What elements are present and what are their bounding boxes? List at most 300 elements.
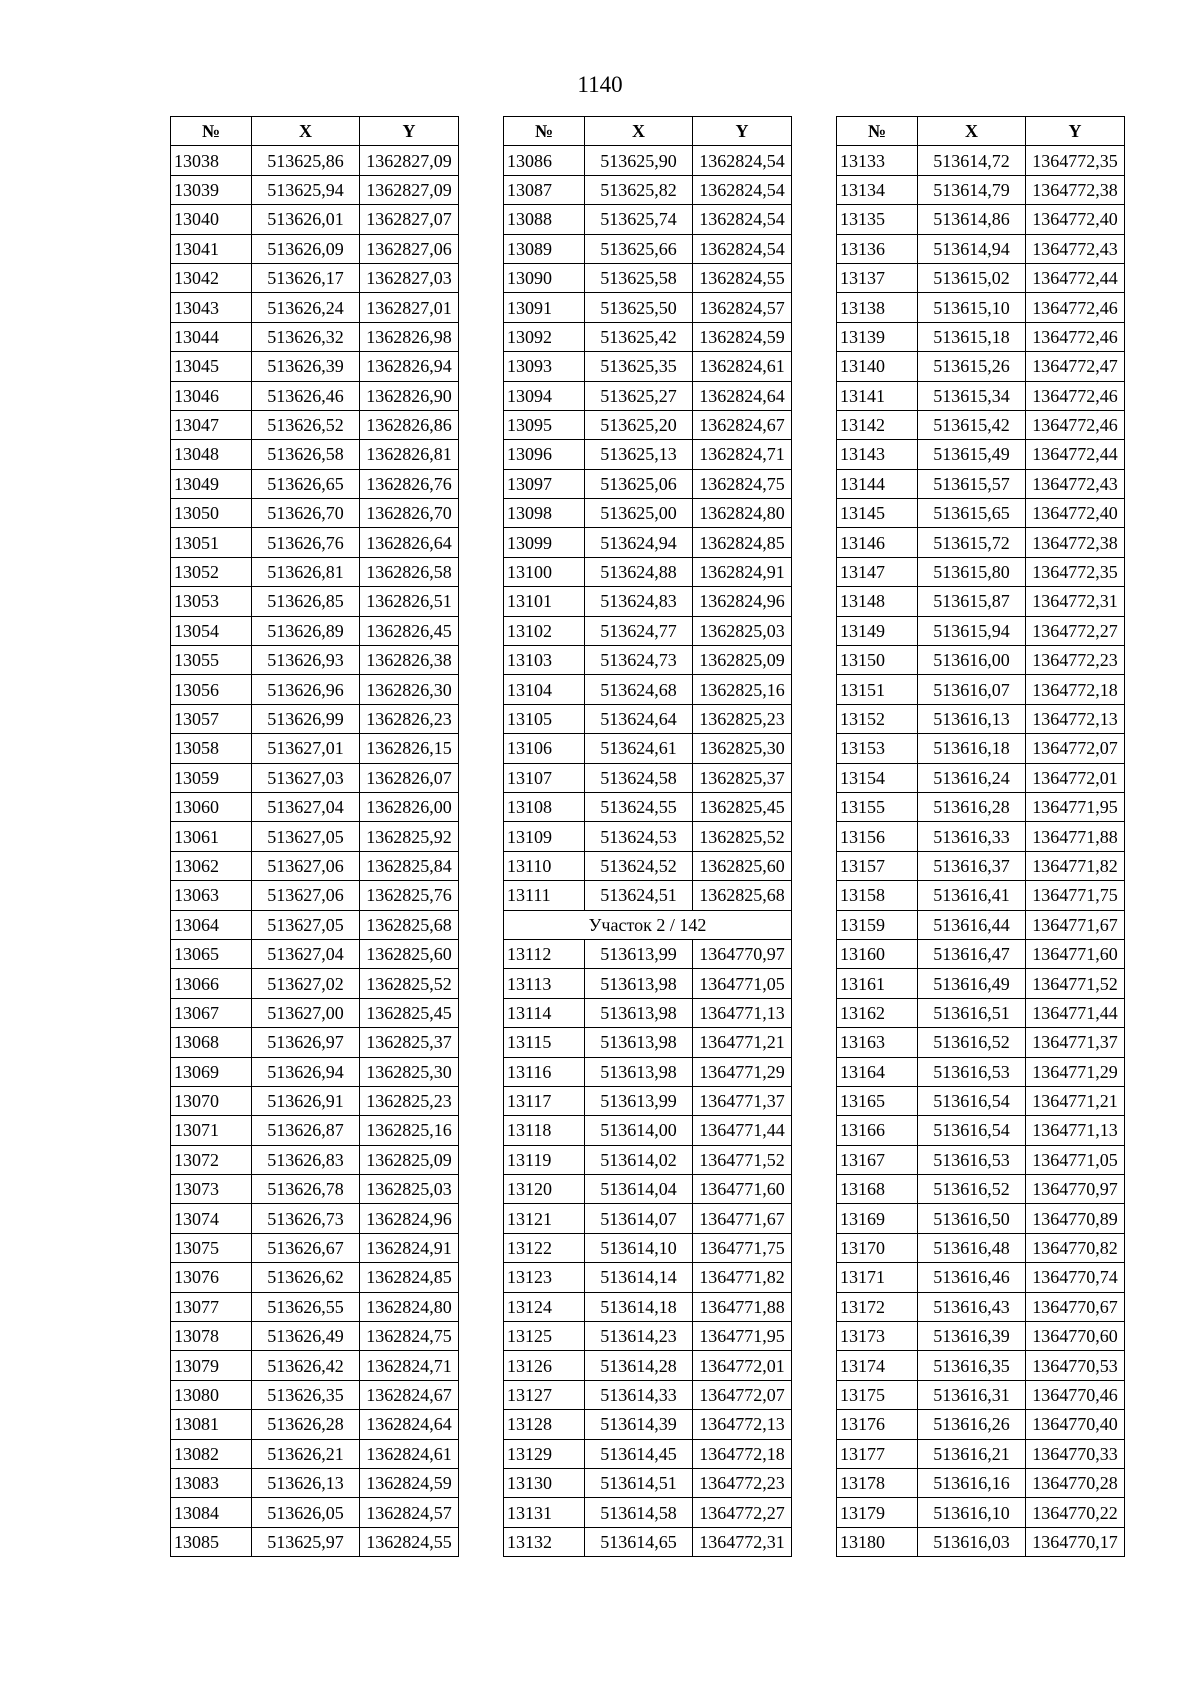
point-number-cell: 13085 xyxy=(171,1527,252,1556)
y-coordinate-cell: 1362825,03 xyxy=(360,1175,459,1204)
table-row xyxy=(504,1292,792,1321)
point-number-cell: 13060 xyxy=(171,792,252,821)
y-coordinate-cell: 1362824,96 xyxy=(693,587,792,616)
y-coordinate-cell: 1364771,88 xyxy=(1026,822,1125,851)
x-coordinate-cell: 513616,24 xyxy=(918,763,1026,792)
point-number-cell: 13119 xyxy=(504,1145,585,1174)
table-row xyxy=(504,616,792,645)
table-row xyxy=(171,293,459,322)
x-coordinate-cell: 513626,24 xyxy=(252,293,360,322)
y-coordinate-cell: 1362825,30 xyxy=(360,1057,459,1086)
y-coordinate-cell: 1362825,16 xyxy=(693,675,792,704)
table-row xyxy=(837,1498,1125,1527)
table-row xyxy=(504,881,792,910)
y-coordinate-cell: 1362826,38 xyxy=(360,646,459,675)
point-number-cell: 13179 xyxy=(837,1498,918,1527)
x-coordinate-cell: 513627,00 xyxy=(252,998,360,1027)
y-coordinate-cell: 1364770,53 xyxy=(1026,1351,1125,1380)
point-number-cell: 13114 xyxy=(504,998,585,1027)
x-coordinate-cell: 513624,73 xyxy=(585,646,693,675)
x-coordinate-cell: 513616,44 xyxy=(918,910,1026,939)
x-coordinate-cell: 513614,23 xyxy=(585,1322,693,1351)
table-row xyxy=(837,528,1125,557)
point-number-cell: 13064 xyxy=(171,910,252,939)
header-number: № xyxy=(504,117,585,146)
table-row xyxy=(504,939,792,968)
table-row xyxy=(504,205,792,234)
point-number-cell: 13149 xyxy=(837,616,918,645)
point-number-cell: 13124 xyxy=(504,1292,585,1321)
table-row xyxy=(171,1439,459,1468)
table-row xyxy=(504,293,792,322)
point-number-cell: 13068 xyxy=(171,1028,252,1057)
x-coordinate-cell: 513624,51 xyxy=(585,881,693,910)
x-coordinate-cell: 513627,03 xyxy=(252,763,360,792)
table-row xyxy=(504,822,792,851)
point-number-cell: 13122 xyxy=(504,1233,585,1262)
table-row xyxy=(837,352,1125,381)
table-row xyxy=(171,587,459,616)
page-number: 1140 xyxy=(577,72,623,97)
y-coordinate-cell: 1364772,18 xyxy=(1026,675,1125,704)
y-coordinate-cell: 1362826,07 xyxy=(360,763,459,792)
table-row xyxy=(171,1086,459,1115)
y-coordinate-cell: 1364772,01 xyxy=(1026,763,1125,792)
y-coordinate-cell: 1364772,18 xyxy=(693,1439,792,1468)
x-coordinate-cell: 513624,68 xyxy=(585,675,693,704)
y-coordinate-cell: 1362824,54 xyxy=(693,234,792,263)
x-coordinate-cell: 513624,94 xyxy=(585,528,693,557)
x-coordinate-cell: 513624,64 xyxy=(585,704,693,733)
point-number-cell: 13146 xyxy=(837,528,918,557)
y-coordinate-cell: 1362826,30 xyxy=(360,675,459,704)
point-number-cell: 13066 xyxy=(171,969,252,998)
table-row xyxy=(171,263,459,292)
y-coordinate-cell: 1364771,82 xyxy=(1026,851,1125,880)
point-number-cell: 13115 xyxy=(504,1028,585,1057)
point-number-cell: 13117 xyxy=(504,1086,585,1115)
y-coordinate-cell: 1364772,44 xyxy=(1026,440,1125,469)
table-row xyxy=(837,1380,1125,1409)
table-row xyxy=(171,1116,459,1145)
y-coordinate-cell: 1362824,59 xyxy=(360,1468,459,1497)
x-coordinate-cell: 513626,87 xyxy=(252,1116,360,1145)
table-row xyxy=(837,263,1125,292)
x-coordinate-cell: 513616,07 xyxy=(918,675,1026,704)
table-row xyxy=(504,587,792,616)
y-coordinate-cell: 1362824,75 xyxy=(360,1322,459,1351)
x-coordinate-cell: 513616,47 xyxy=(918,939,1026,968)
point-number-cell: 13132 xyxy=(504,1527,585,1556)
y-coordinate-cell: 1364771,82 xyxy=(693,1263,792,1292)
x-coordinate-cell: 513615,80 xyxy=(918,557,1026,586)
table-row xyxy=(837,1028,1125,1057)
table-row xyxy=(171,234,459,263)
x-coordinate-cell: 513625,66 xyxy=(585,234,693,263)
x-coordinate-cell: 513626,99 xyxy=(252,704,360,733)
table-row xyxy=(837,1410,1125,1439)
table-row xyxy=(504,1145,792,1174)
table-row xyxy=(837,234,1125,263)
table-row xyxy=(504,234,792,263)
x-coordinate-cell: 513616,33 xyxy=(918,822,1026,851)
table-row xyxy=(171,410,459,439)
y-coordinate-cell: 1362825,16 xyxy=(360,1116,459,1145)
point-number-cell: 13158 xyxy=(837,881,918,910)
x-coordinate-cell: 513626,65 xyxy=(252,469,360,498)
point-number-cell: 13135 xyxy=(837,205,918,234)
point-number-cell: 13165 xyxy=(837,1086,918,1115)
y-coordinate-cell: 1362825,52 xyxy=(693,822,792,851)
table-row xyxy=(837,616,1125,645)
y-coordinate-cell: 1362825,37 xyxy=(360,1028,459,1057)
y-coordinate-cell: 1362827,07 xyxy=(360,205,459,234)
y-coordinate-cell: 1364772,46 xyxy=(1026,410,1125,439)
table-row xyxy=(171,881,459,910)
y-coordinate-cell: 1362827,09 xyxy=(360,146,459,175)
x-coordinate-cell: 513614,39 xyxy=(585,1410,693,1439)
point-number-cell: 13160 xyxy=(837,939,918,968)
point-number-cell: 13116 xyxy=(504,1057,585,1086)
table-row xyxy=(171,1380,459,1409)
table-row xyxy=(171,557,459,586)
point-number-cell: 13062 xyxy=(171,851,252,880)
y-coordinate-cell: 1362827,01 xyxy=(360,293,459,322)
y-coordinate-cell: 1364772,27 xyxy=(693,1498,792,1527)
point-number-cell: 13169 xyxy=(837,1204,918,1233)
table-row xyxy=(837,499,1125,528)
point-number-cell: 13112 xyxy=(504,939,585,968)
x-coordinate-cell: 513614,18 xyxy=(585,1292,693,1321)
y-coordinate-cell: 1362825,09 xyxy=(360,1145,459,1174)
table-row xyxy=(504,440,792,469)
x-coordinate-cell: 513626,55 xyxy=(252,1292,360,1321)
x-coordinate-cell: 513614,51 xyxy=(585,1468,693,1497)
y-coordinate-cell: 1364770,40 xyxy=(1026,1410,1125,1439)
point-number-cell: 13041 xyxy=(171,234,252,263)
y-coordinate-cell: 1362825,09 xyxy=(693,646,792,675)
y-coordinate-cell: 1364770,60 xyxy=(1026,1322,1125,1351)
table-row xyxy=(171,499,459,528)
section-row xyxy=(504,910,792,939)
x-coordinate-cell: 513614,04 xyxy=(585,1175,693,1204)
table-row xyxy=(504,1351,792,1380)
table-row xyxy=(837,322,1125,351)
point-number-cell: 13134 xyxy=(837,175,918,204)
x-coordinate-cell: 513625,00 xyxy=(585,499,693,528)
point-number-cell: 13118 xyxy=(504,1116,585,1145)
y-coordinate-cell: 1364771,21 xyxy=(1026,1086,1125,1115)
point-number-cell: 13042 xyxy=(171,263,252,292)
x-coordinate-cell: 513613,99 xyxy=(585,1086,693,1115)
table-row xyxy=(504,675,792,704)
y-coordinate-cell: 1362826,64 xyxy=(360,528,459,557)
x-coordinate-cell: 513624,53 xyxy=(585,822,693,851)
y-coordinate-cell: 1362824,91 xyxy=(360,1233,459,1262)
y-coordinate-cell: 1362824,71 xyxy=(693,440,792,469)
point-number-cell: 13059 xyxy=(171,763,252,792)
table-row xyxy=(837,1204,1125,1233)
point-number-cell: 13061 xyxy=(171,822,252,851)
x-coordinate-cell: 513624,61 xyxy=(585,734,693,763)
table-row xyxy=(504,410,792,439)
point-number-cell: 13094 xyxy=(504,381,585,410)
x-coordinate-cell: 513626,28 xyxy=(252,1410,360,1439)
y-coordinate-cell: 1364771,75 xyxy=(1026,881,1125,910)
table-row xyxy=(171,440,459,469)
x-coordinate-cell: 513624,55 xyxy=(585,792,693,821)
table-header-row xyxy=(171,117,459,146)
table-row xyxy=(171,352,459,381)
x-coordinate-cell: 513616,52 xyxy=(918,1175,1026,1204)
x-coordinate-cell: 513616,00 xyxy=(918,646,1026,675)
y-coordinate-cell: 1364772,23 xyxy=(1026,646,1125,675)
table-row xyxy=(837,998,1125,1027)
table-row xyxy=(504,792,792,821)
table-row xyxy=(837,1263,1125,1292)
x-coordinate-cell: 513626,93 xyxy=(252,646,360,675)
y-coordinate-cell: 1364771,37 xyxy=(1026,1028,1125,1057)
x-coordinate-cell: 513626,35 xyxy=(252,1380,360,1409)
point-number-cell: 13120 xyxy=(504,1175,585,1204)
coordinates-table-1 xyxy=(170,116,459,1557)
y-coordinate-cell: 1364772,23 xyxy=(693,1468,792,1497)
x-coordinate-cell: 513626,83 xyxy=(252,1145,360,1174)
point-number-cell: 13051 xyxy=(171,528,252,557)
table-row xyxy=(504,469,792,498)
x-coordinate-cell: 513616,53 xyxy=(918,1057,1026,1086)
table-row xyxy=(837,205,1125,234)
point-number-cell: 13071 xyxy=(171,1116,252,1145)
x-coordinate-cell: 513627,04 xyxy=(252,939,360,968)
x-coordinate-cell: 513613,98 xyxy=(585,1057,693,1086)
table-row xyxy=(171,822,459,851)
y-coordinate-cell: 1362824,80 xyxy=(360,1292,459,1321)
y-coordinate-cell: 1364770,82 xyxy=(1026,1233,1125,1262)
point-number-cell: 13069 xyxy=(171,1057,252,1086)
y-coordinate-cell: 1362824,54 xyxy=(693,205,792,234)
table-row xyxy=(171,1292,459,1321)
x-coordinate-cell: 513627,06 xyxy=(252,881,360,910)
point-number-cell: 13043 xyxy=(171,293,252,322)
table-header-row xyxy=(837,117,1125,146)
y-coordinate-cell: 1362825,45 xyxy=(360,998,459,1027)
x-coordinate-cell: 513626,52 xyxy=(252,410,360,439)
table-row xyxy=(171,146,459,175)
y-coordinate-cell: 1362825,68 xyxy=(693,881,792,910)
x-coordinate-cell: 513615,02 xyxy=(918,263,1026,292)
x-coordinate-cell: 513616,16 xyxy=(918,1468,1026,1497)
point-number-cell: 13058 xyxy=(171,734,252,763)
x-coordinate-cell: 513624,52 xyxy=(585,851,693,880)
x-coordinate-cell: 513615,57 xyxy=(918,469,1026,498)
table-row xyxy=(504,1410,792,1439)
x-coordinate-cell: 513626,96 xyxy=(252,675,360,704)
header-y: Y xyxy=(360,117,459,146)
x-coordinate-cell: 513626,49 xyxy=(252,1322,360,1351)
x-coordinate-cell: 513625,94 xyxy=(252,175,360,204)
table-row xyxy=(504,175,792,204)
x-coordinate-cell: 513614,00 xyxy=(585,1116,693,1145)
y-coordinate-cell: 1364772,46 xyxy=(1026,322,1125,351)
point-number-cell: 13048 xyxy=(171,440,252,469)
table-row xyxy=(504,557,792,586)
x-coordinate-cell: 513615,26 xyxy=(918,352,1026,381)
x-coordinate-cell: 513615,10 xyxy=(918,293,1026,322)
y-coordinate-cell: 1364770,33 xyxy=(1026,1439,1125,1468)
y-coordinate-cell: 1362824,55 xyxy=(360,1527,459,1556)
x-coordinate-cell: 513626,89 xyxy=(252,616,360,645)
x-coordinate-cell: 513616,28 xyxy=(918,792,1026,821)
table-row xyxy=(171,792,459,821)
y-coordinate-cell: 1362824,55 xyxy=(693,263,792,292)
x-coordinate-cell: 513625,27 xyxy=(585,381,693,410)
y-coordinate-cell: 1364771,88 xyxy=(693,1292,792,1321)
table-row xyxy=(171,1498,459,1527)
x-coordinate-cell: 513616,48 xyxy=(918,1233,1026,1262)
y-coordinate-cell: 1364770,46 xyxy=(1026,1380,1125,1409)
y-coordinate-cell: 1362826,81 xyxy=(360,440,459,469)
x-coordinate-cell: 513626,21 xyxy=(252,1439,360,1468)
point-number-cell: 13130 xyxy=(504,1468,585,1497)
x-coordinate-cell: 513626,81 xyxy=(252,557,360,586)
x-coordinate-cell: 513625,86 xyxy=(252,146,360,175)
y-coordinate-cell: 1362824,80 xyxy=(693,499,792,528)
point-number-cell: 13075 xyxy=(171,1233,252,1262)
table-row xyxy=(837,293,1125,322)
x-coordinate-cell: 513614,33 xyxy=(585,1380,693,1409)
point-number-cell: 13104 xyxy=(504,675,585,704)
table-row xyxy=(837,1439,1125,1468)
point-number-cell: 13092 xyxy=(504,322,585,351)
x-coordinate-cell: 513613,99 xyxy=(585,939,693,968)
table-row xyxy=(171,1233,459,1262)
coordinates-table-2 xyxy=(503,116,792,1557)
y-coordinate-cell: 1364772,31 xyxy=(693,1527,792,1556)
y-coordinate-cell: 1364772,27 xyxy=(1026,616,1125,645)
table-row xyxy=(837,175,1125,204)
point-number-cell: 13142 xyxy=(837,410,918,439)
point-number-cell: 13074 xyxy=(171,1204,252,1233)
y-coordinate-cell: 1364770,97 xyxy=(1026,1175,1125,1204)
point-number-cell: 13166 xyxy=(837,1116,918,1145)
x-coordinate-cell: 513614,72 xyxy=(918,146,1026,175)
table-row xyxy=(504,1086,792,1115)
table-row xyxy=(837,822,1125,851)
table-row xyxy=(171,381,459,410)
table-row xyxy=(504,1175,792,1204)
y-coordinate-cell: 1364770,22 xyxy=(1026,1498,1125,1527)
table-row xyxy=(504,851,792,880)
point-number-cell: 13103 xyxy=(504,646,585,675)
y-coordinate-cell: 1362824,67 xyxy=(693,410,792,439)
y-coordinate-cell: 1362824,61 xyxy=(360,1439,459,1468)
point-number-cell: 13067 xyxy=(171,998,252,1027)
table-row xyxy=(171,763,459,792)
header-x: X xyxy=(918,117,1026,146)
y-coordinate-cell: 1362824,64 xyxy=(360,1410,459,1439)
y-coordinate-cell: 1362825,23 xyxy=(360,1086,459,1115)
point-number-cell: 13053 xyxy=(171,587,252,616)
y-coordinate-cell: 1364770,67 xyxy=(1026,1292,1125,1321)
x-coordinate-cell: 513625,50 xyxy=(585,293,693,322)
point-number-cell: 13178 xyxy=(837,1468,918,1497)
point-number-cell: 13073 xyxy=(171,1175,252,1204)
point-number-cell: 13039 xyxy=(171,175,252,204)
y-coordinate-cell: 1362824,67 xyxy=(360,1380,459,1409)
table-row xyxy=(504,1057,792,1086)
x-coordinate-cell: 513616,03 xyxy=(918,1527,1026,1556)
table-row xyxy=(837,440,1125,469)
point-number-cell: 13105 xyxy=(504,704,585,733)
table-row xyxy=(504,499,792,528)
point-number-cell: 13089 xyxy=(504,234,585,263)
point-number-cell: 13133 xyxy=(837,146,918,175)
x-coordinate-cell: 513624,58 xyxy=(585,763,693,792)
y-coordinate-cell: 1364771,21 xyxy=(693,1028,792,1057)
table-row xyxy=(171,205,459,234)
point-number-cell: 13083 xyxy=(171,1468,252,1497)
point-number-cell: 13080 xyxy=(171,1380,252,1409)
table-row xyxy=(504,352,792,381)
point-number-cell: 13078 xyxy=(171,1322,252,1351)
point-number-cell: 13108 xyxy=(504,792,585,821)
y-coordinate-cell: 1364772,07 xyxy=(1026,734,1125,763)
point-number-cell: 13093 xyxy=(504,352,585,381)
x-coordinate-cell: 513626,67 xyxy=(252,1233,360,1262)
table-row xyxy=(504,763,792,792)
point-number-cell: 13087 xyxy=(504,175,585,204)
y-coordinate-cell: 1362826,70 xyxy=(360,499,459,528)
x-coordinate-cell: 513625,13 xyxy=(585,440,693,469)
y-coordinate-cell: 1364772,31 xyxy=(1026,587,1125,616)
y-coordinate-cell: 1364772,44 xyxy=(1026,263,1125,292)
point-number-cell: 13081 xyxy=(171,1410,252,1439)
table-row xyxy=(171,1527,459,1556)
y-coordinate-cell: 1362825,84 xyxy=(360,851,459,880)
y-coordinate-cell: 1364772,40 xyxy=(1026,499,1125,528)
point-number-cell: 13100 xyxy=(504,557,585,586)
point-number-cell: 13065 xyxy=(171,939,252,968)
x-coordinate-cell: 513616,49 xyxy=(918,969,1026,998)
y-coordinate-cell: 1364772,38 xyxy=(1026,528,1125,557)
table-row xyxy=(504,1527,792,1556)
x-coordinate-cell: 513616,31 xyxy=(918,1380,1026,1409)
point-number-cell: 13076 xyxy=(171,1263,252,1292)
table-row xyxy=(837,557,1125,586)
point-number-cell: 13174 xyxy=(837,1351,918,1380)
table-row xyxy=(504,1233,792,1262)
y-coordinate-cell: 1364772,01 xyxy=(693,1351,792,1380)
point-number-cell: 13151 xyxy=(837,675,918,704)
table-row xyxy=(837,381,1125,410)
point-number-cell: 13171 xyxy=(837,1263,918,1292)
y-coordinate-cell: 1362825,76 xyxy=(360,881,459,910)
table-row xyxy=(504,646,792,675)
table-row xyxy=(171,469,459,498)
x-coordinate-cell: 513626,01 xyxy=(252,205,360,234)
table-row xyxy=(171,969,459,998)
point-number-cell: 13152 xyxy=(837,704,918,733)
table-row xyxy=(171,704,459,733)
x-coordinate-cell: 513625,90 xyxy=(585,146,693,175)
y-coordinate-cell: 1364771,13 xyxy=(1026,1116,1125,1145)
table-row xyxy=(504,146,792,175)
y-coordinate-cell: 1362826,00 xyxy=(360,792,459,821)
table-row xyxy=(504,969,792,998)
y-coordinate-cell: 1364772,43 xyxy=(1026,234,1125,263)
point-number-cell: 13148 xyxy=(837,587,918,616)
